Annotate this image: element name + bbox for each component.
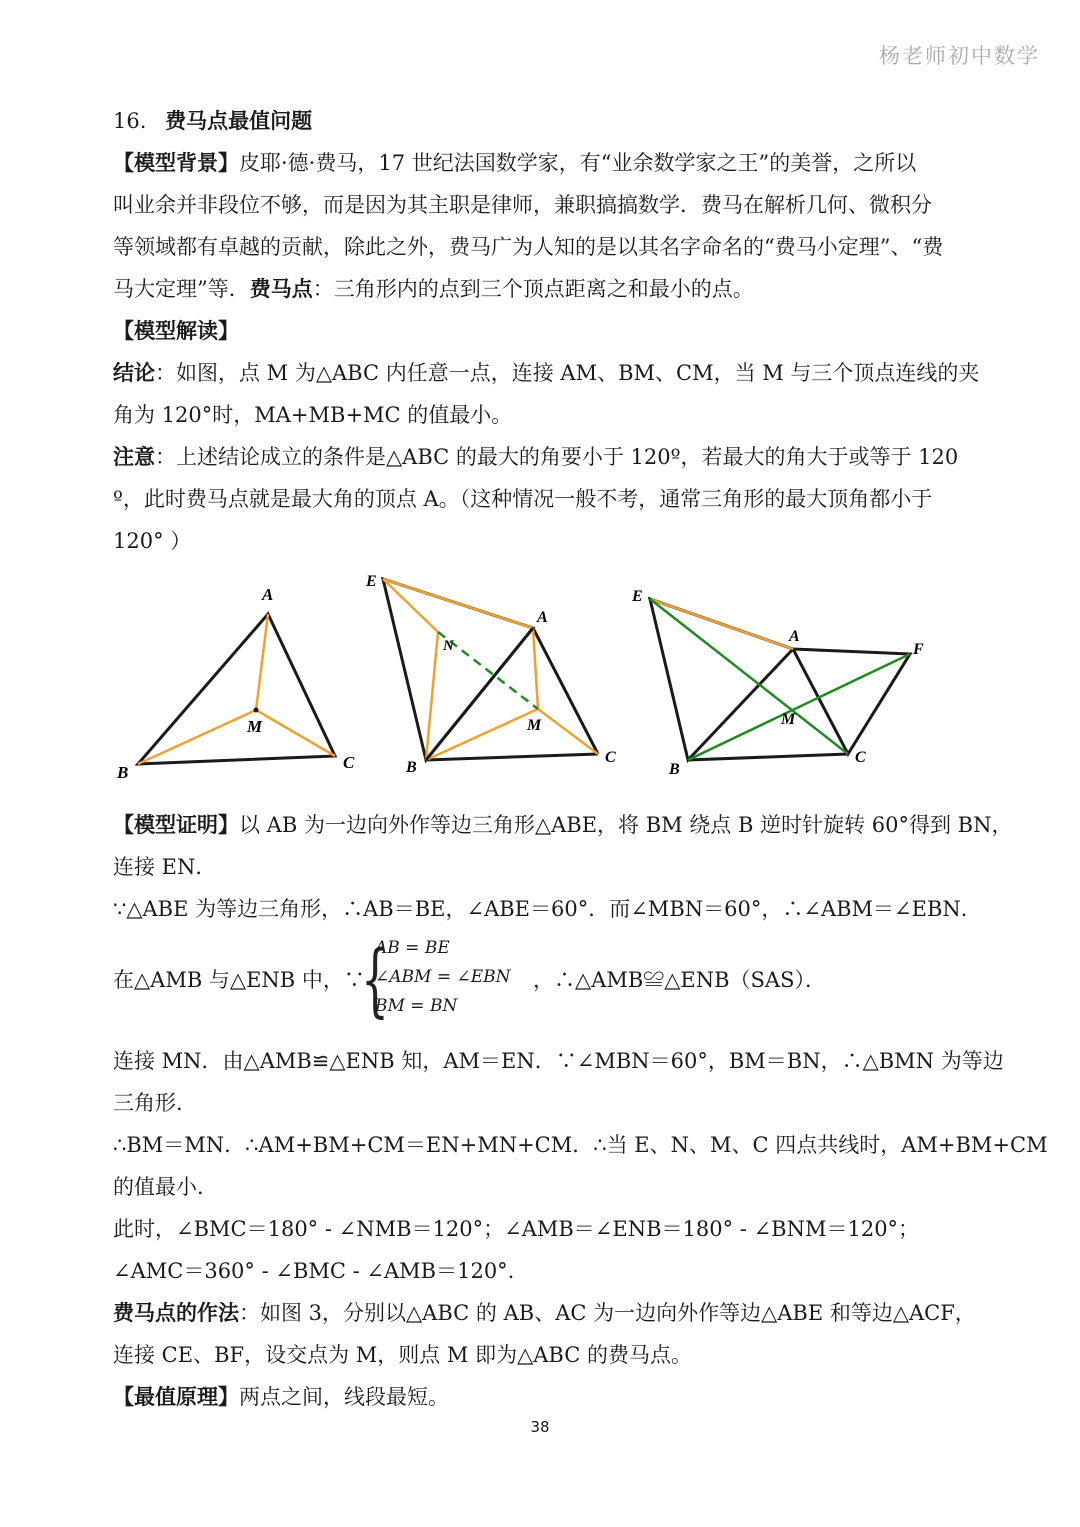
construction-text-1: ：如图 3，分别以△ABC 的 AB、AC 为一边向外作等边△ABE 和等边△ACF， <box>239 1301 976 1325</box>
watermark: 杨老师初中数学 <box>879 44 1040 68</box>
segment-ac <box>533 628 598 754</box>
segment-ea-orange <box>650 599 793 649</box>
background-line-2: 叫业余并非段位不够，而是因为其主职是律师，兼职搞搞数学．费马在解析几何、微积分 <box>113 193 932 217</box>
proof-line-7: 的值最小． <box>113 1175 218 1199</box>
label-n: N <box>443 638 454 654</box>
segment-ea-orange <box>383 579 533 628</box>
system-conclusion: ，∴△AMB≌△ENB（SAS）． <box>533 968 826 992</box>
proof-line-8: 此时，∠BMC＝180° - ∠NMB＝120°；∠AMB＝∠ENB＝180° - ∠BNM＝120°； <box>113 1217 920 1241</box>
principle-label: 【最值原理】 <box>113 1384 239 1409</box>
label-m: M <box>527 717 542 734</box>
point-m <box>254 708 259 713</box>
note-text-1: ：上述结论成立的条件是△ABC 的最大的角要小于 120º，若最大的角大于或等于 120 <box>155 445 959 469</box>
page-number: 38 <box>530 1418 550 1436</box>
proof-line-1 <box>113 804 1013 846</box>
system-eq-2: ∠ABM = ∠EBN <box>375 967 511 987</box>
construction-line-2: 连接 CE、BF，设交点为 M，则点 M 即为△ABC 的费马点。 <box>113 1343 692 1367</box>
label-c: C <box>855 749 866 766</box>
section-number: 16. <box>113 109 147 133</box>
triangle-abc <box>138 614 335 764</box>
label-a: A <box>789 628 800 645</box>
equation-system-row <box>113 934 973 1034</box>
background-text-4a: 马大定理”等． <box>113 277 250 301</box>
equation-system <box>375 934 511 1021</box>
triangle-abe <box>383 579 533 760</box>
label-a: A <box>537 609 548 626</box>
note-line-2: º，此时费马点就是最大角的顶点 A。（这种情况一般不考，通常三角形的最大顶角都小于 <box>113 487 933 511</box>
label-b: B <box>406 759 417 776</box>
proof-line-5: 三角形． <box>113 1091 197 1115</box>
section-title-text: 费马点最值问题 <box>165 108 313 133</box>
conclusion-line-2: 角为 120°时，MA+MB+MC 的值最小。 <box>113 403 513 427</box>
background-text-4c: ：三角形内的点到三个顶点距离之和最小的点。 <box>312 277 754 301</box>
label-e: E <box>366 574 377 590</box>
proof-line-2: 连接 EN． <box>113 855 217 879</box>
page-content <box>113 100 1048 1418</box>
construction-line-1 <box>113 1292 976 1334</box>
background-text-1: 皮耶·德·费马，17 世纪法国数学家，有“业余数学家之王”的美誉，之所以 <box>239 151 917 175</box>
conclusion-text-1: ：如图，点 M 为△ABC 内任意一点，连接 AM、BM、CM，当 M 与三个顶点连线的夹 <box>155 361 980 385</box>
interpretation-label: 【模型解读】 <box>113 318 239 343</box>
label-m: M <box>781 711 796 728</box>
fermat-point-term: 费马点 <box>249 276 313 301</box>
conclusion-line-1 <box>113 352 980 394</box>
label-f: F <box>913 641 924 658</box>
figure-3 <box>631 588 924 778</box>
principle-line <box>113 1376 973 1418</box>
conclusion-label: 结论 <box>113 360 155 385</box>
system-eq-3: BM = BN <box>375 996 458 1016</box>
system-lead: 在△AMB 与△ENB 中，∵ <box>113 968 365 992</box>
label-a: A <box>262 585 274 604</box>
geometry-figures <box>113 574 973 794</box>
principle-text: 两点之间，线段最短。 <box>239 1385 449 1409</box>
label-c: C <box>343 753 355 772</box>
note-line-3: 120° ） <box>113 529 192 553</box>
background-line-4 <box>113 268 973 310</box>
figure-1 <box>116 585 355 782</box>
label-e: E <box>632 588 643 605</box>
segment-bm <box>426 709 538 760</box>
label-b: B <box>117 763 129 782</box>
background-line-1 <box>113 142 973 184</box>
segment-bc <box>426 754 598 760</box>
note-line-1 <box>113 436 973 478</box>
section-title <box>113 100 973 142</box>
proof-text-1: 以 AB 为一边向外作等边三角形△ABE，将 BM 绕点 B 逆时针旋转 60°得到 BN， <box>239 813 1013 837</box>
segment-am <box>256 614 268 710</box>
left-brace: { <box>361 933 389 1026</box>
proof-line-6: ∴BM＝MN．∴AM+BM+CM＝EN+MN+CM．∴当 E、N、M、C 四点共线时，AM+BM+CM <box>113 1133 1048 1157</box>
label-b: B <box>669 761 680 778</box>
segment-nb <box>426 632 438 760</box>
proof-line-9: ∠AMC＝360° - ∠BMC - ∠AMB＝120°. <box>113 1259 515 1283</box>
figures-row <box>113 574 973 794</box>
proof-label: 【模型证明】 <box>113 812 239 837</box>
note-label: 注意 <box>113 444 155 469</box>
label-c: C <box>605 749 616 766</box>
background-label: 【模型背景】 <box>113 150 239 175</box>
proof-line-4: 连接 MN．由△AMB≌△ENB 知，AM＝EN．∵∠MBN＝60°，BM＝BN，∴△BMN 为等边 <box>113 1049 1004 1073</box>
segment-bc <box>688 754 848 760</box>
system-eq-1: AB = BE <box>375 938 450 958</box>
segment-bm <box>138 710 256 764</box>
construction-label: 费马点的作法 <box>113 1300 239 1325</box>
proof-line-3: ∵△ABE 为等边三角形，∴AB＝BE，∠ABE＝60°．而∠MBN＝60°，∴∠ABM＝∠EBN． <box>113 897 982 921</box>
figure-2 <box>365 574 616 776</box>
segment-am <box>533 628 538 709</box>
background-line-3: 等领域都有卓越的贡献，除此之外，费马广为人知的是以其名字命名的“费马小定理”、“费 <box>113 235 944 259</box>
label-m: M <box>247 717 263 736</box>
segment-mc <box>538 709 598 754</box>
